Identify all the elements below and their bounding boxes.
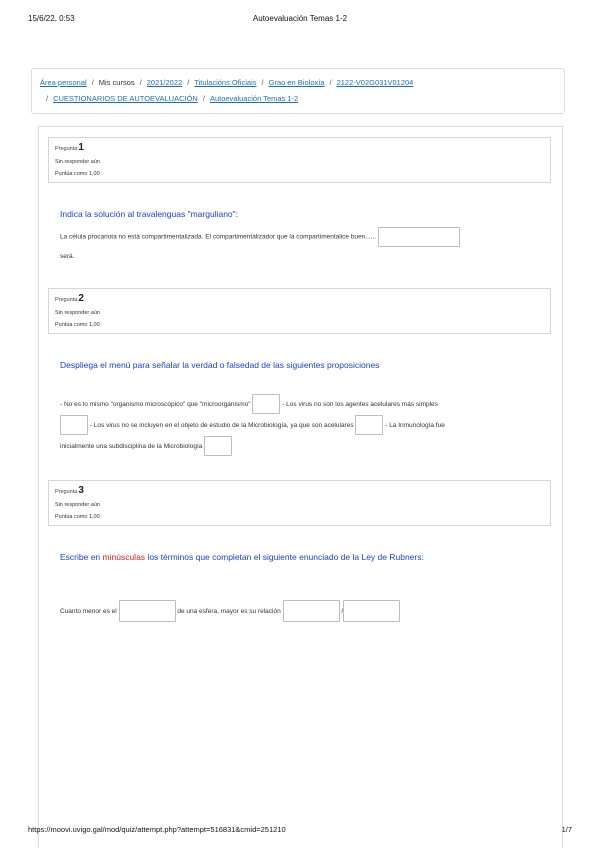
question-1-label (55, 143, 544, 154)
question-number: 3 (78, 485, 84, 496)
print-datetime: 15/6/22, 0:53 (28, 14, 75, 23)
true-false-select-3[interactable] (355, 415, 383, 435)
proposition-3: - Los virus no se incluyen en el objeto de estudio de la Microbiología, ya que son acelulares (89, 422, 354, 429)
question-number: 1 (78, 142, 84, 153)
question-2-info (48, 288, 551, 334)
question-2-label (55, 294, 544, 305)
question-word: Pregunta (55, 146, 78, 152)
question-word: Pregunta (55, 489, 78, 495)
breadcrumb-separator: / (139, 78, 142, 87)
breadcrumb-course-code-link[interactable]: 2122-V02G031V01204 (336, 78, 414, 87)
question-3-label (55, 486, 544, 497)
breadcrumb (31, 68, 565, 114)
question-3-title-highlight: minúsculas (102, 552, 146, 562)
question-3-text-1: Cuanto menor es el (60, 608, 117, 615)
question-1-title: Indica la solución al travalenguas "marguliano": (60, 209, 239, 219)
breadcrumb-separator: / (91, 78, 94, 87)
print-url: https://moovi.uvigo.gal/mod/quiz/attempt.php?attempt=516831&cmid=251210 (28, 825, 286, 834)
proposition-4: - La Inmunología fue (385, 422, 445, 429)
question-3-title-end: los términos que completan el siguiente enunciado de la Ley de Rubners: (145, 552, 424, 562)
true-false-select-2[interactable] (60, 415, 88, 435)
question-word: Pregunta (55, 297, 78, 303)
question-1-info (48, 137, 551, 183)
breadcrumb-quiz-link[interactable]: Autoevaluación Temas 1-2 (209, 94, 299, 103)
question-3-info (48, 480, 551, 526)
question-3-text (60, 600, 540, 624)
question-2-text (60, 394, 540, 457)
print-header (28, 14, 572, 26)
breadcrumb-separator: / (202, 94, 205, 103)
question-state: Sin responder aún (55, 502, 100, 508)
question-3-answer-input-3[interactable] (343, 600, 400, 622)
breadcrumb-home-link[interactable]: Área personal (40, 78, 87, 87)
breadcrumb-separator: / (261, 78, 264, 87)
breadcrumb-my-courses: Mis cursos (98, 78, 135, 87)
question-2-title: Despliega el menú para señalar la verdad o falsedad de las siguientes proposiciones (60, 360, 380, 370)
question-number: 2 (78, 293, 84, 304)
proposition-5: inicialmente una subdisciplina de la Microbiología (60, 443, 203, 450)
breadcrumb-separator: / (329, 78, 332, 87)
question-3-text-2: de una esfera, mayor es su relación (177, 608, 281, 615)
breadcrumb-biology-link[interactable]: Grao en Bioloxía (268, 78, 325, 87)
question-grade: Puntúa como 1,00 (55, 171, 100, 177)
question-3-answer-input-1[interactable] (119, 600, 176, 622)
true-false-select-4[interactable] (204, 436, 232, 456)
true-false-select-1[interactable] (252, 394, 280, 414)
question-grade: Puntúa como 1,00 (55, 514, 100, 520)
question-grade: Puntúa como 1,00 (55, 322, 100, 328)
print-page-number: 1/7 (561, 825, 572, 834)
breadcrumb-separator: / (187, 78, 190, 87)
breadcrumb-year-link[interactable]: 2021/2022 (146, 78, 183, 87)
question-3-title-start: Escribe en (60, 552, 103, 562)
question-1-text (60, 227, 540, 266)
question-3-title (60, 552, 424, 562)
breadcrumb-separator: / (46, 94, 49, 103)
question-1-text-before: La célula procariota no está compartimentalizada. El compartimentalizador que la compartimentalice buen...... (60, 233, 377, 241)
question-1-text-after: será. (60, 253, 75, 260)
breadcrumb-degrees-link[interactable]: Titulacións Oficiais (194, 78, 257, 87)
question-3-answer-input-2[interactable] (283, 600, 340, 622)
breadcrumb-questionnaires-link[interactable]: CUESTIONARIOS DE AUTOEVALUACIÓN (53, 94, 198, 103)
question-state: Sin responder aún (55, 159, 100, 165)
question-state: Sin responder aún (55, 310, 100, 316)
print-title: Autoevaluación Temas 1-2 (252, 14, 348, 23)
proposition-1: - No es lo mismo "organismo microscópico" que "microorganismo" (60, 401, 251, 408)
question-1-answer-input[interactable] (378, 227, 460, 247)
proposition-2: - Los virus no son los agentes acelulares más simples (282, 401, 438, 408)
